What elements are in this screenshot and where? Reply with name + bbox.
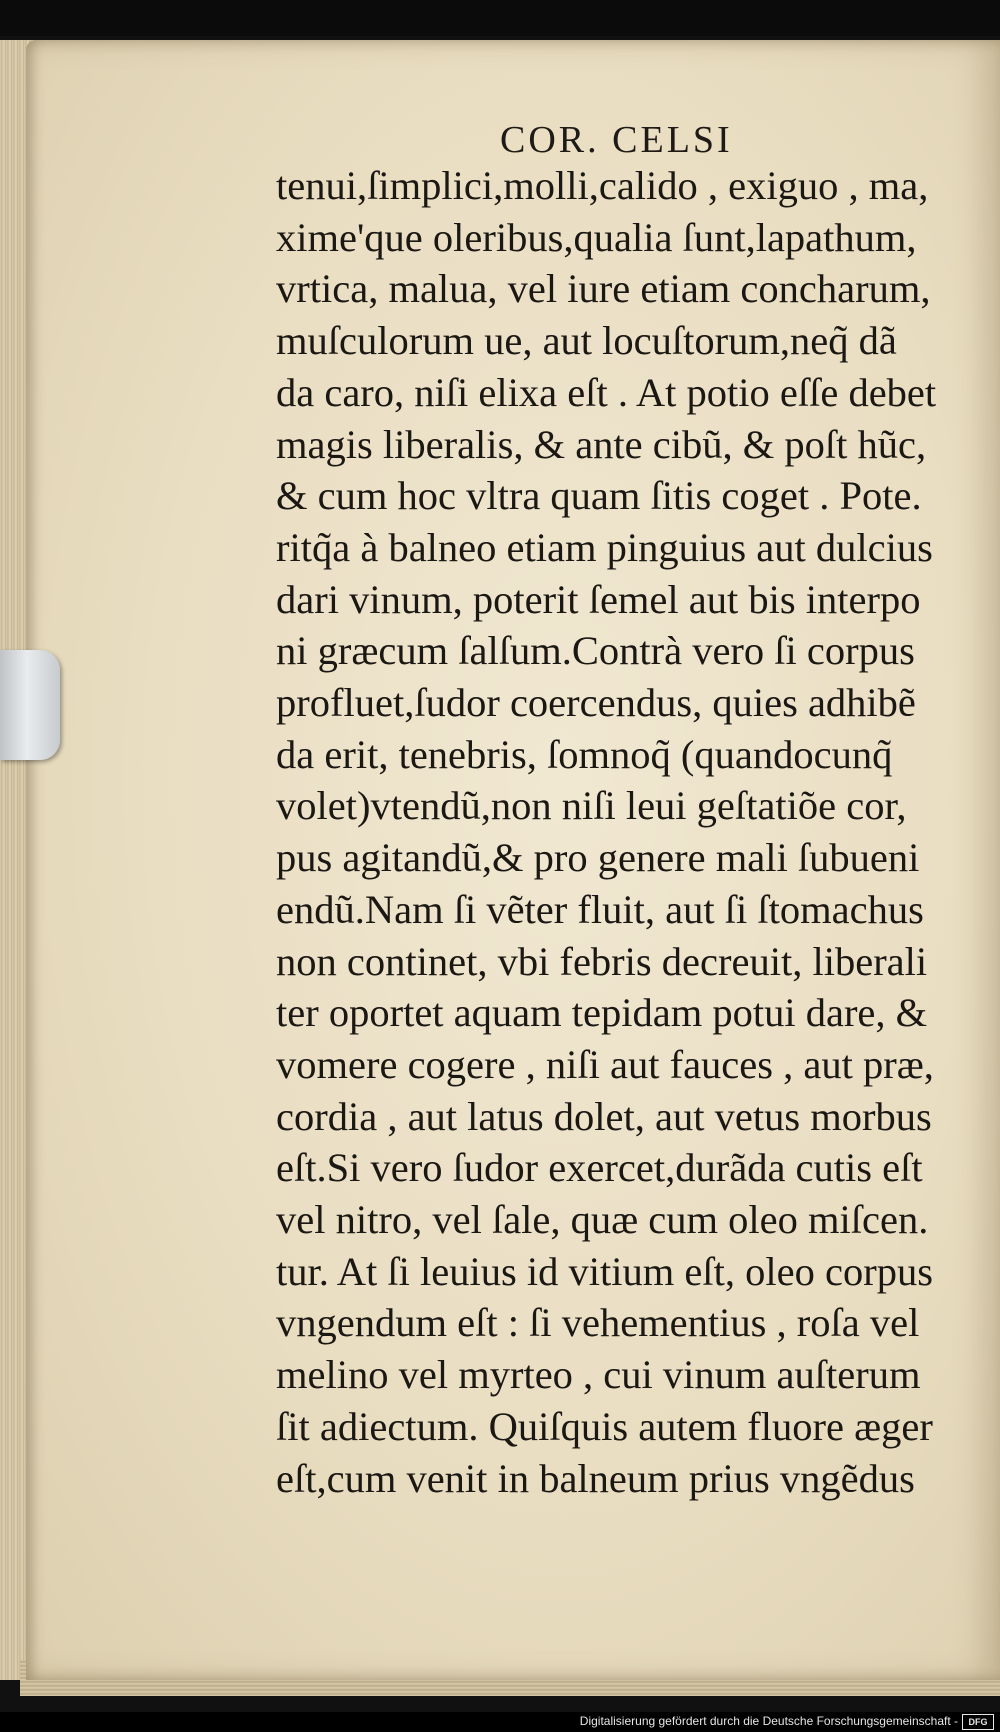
- text-line: eſt.Si vero ſudor exercet,durãda cutis eſt: [276, 1145, 923, 1191]
- text-line: dari vinum, poterit ſemel aut bis interpo: [276, 576, 921, 622]
- text-line: non continet, vbi febris decreuit, liberali: [276, 938, 928, 984]
- text-line: muſculorum ue, aut locuſtorum,neq̃ dã: [276, 318, 897, 364]
- text-line: magis liberalis, & ante cibũ, & poſt hũc,: [276, 421, 927, 467]
- text-line: melino vel myrteo , cui vinum auſterum: [276, 1352, 921, 1398]
- text-line: ter oportet aquam tepidam potui dare, &: [276, 990, 928, 1036]
- page-clip: [0, 650, 60, 760]
- dfg-logo: DFG: [962, 1714, 994, 1730]
- text-line: ſit adiectum. Quiſquis autem fluore æger: [276, 1403, 933, 1449]
- text-line: xime'que oleribus,qualia ſunt,lapathum,: [276, 214, 917, 260]
- text-line: profluet,ſudor coercendus, quies adhibẽ: [276, 680, 916, 726]
- text-line: vomere cogere , niſi aut fauces , aut præ,: [276, 1041, 934, 1087]
- running-head: COR. CELSI: [500, 119, 733, 161]
- text-line: vrtica, malua, vel iure etiam concharum,: [276, 266, 931, 312]
- text-line: & cum hoc vltra quam ſitis coget . Pote.: [276, 473, 922, 519]
- text-line: tenui,ſimplici,molli,calido , exiguo , ma,: [276, 163, 929, 208]
- text-line: vel nitro, vel ſale, quæ cum oleo miſcen.: [276, 1197, 929, 1243]
- text-line: cordia , aut latus dolet, aut vetus morbus: [276, 1093, 932, 1139]
- text-line: da caro, niſi elixa eſt . At potio eſſe debet: [276, 369, 937, 415]
- text-line: tur. At ſi leuius id vitium eſt, oleo corpus: [276, 1248, 933, 1294]
- text-line: da erit, tenebris, ſomnoq̃ (quandocunq̃: [276, 731, 893, 777]
- text-line: ni græcum ſalſum.Contrà vero ſi corpus: [276, 628, 915, 674]
- page-text: [276, 160, 976, 1504]
- text-line: ritq̃a à balneo etiam pinguius aut dulcius: [276, 524, 933, 570]
- text-line: vngendum eſt : ſi vehementius , roſa vel: [276, 1300, 920, 1346]
- text-line: pus agitandũ,& pro genere mali ſubueni: [276, 835, 920, 881]
- text-line: eſt,cum venit in balneum prius vngẽdus: [276, 1455, 915, 1501]
- text-line: endũ.Nam ſi vẽter fluit, aut ſi ſtomachus: [276, 886, 924, 932]
- digitization-credit: Digitalisierung gefördert durch die Deutsche Forschungsgemeinschaft -: [579, 1714, 958, 1728]
- text-line: volet)vtendũ,non niſi leui geſtatiõe cor,: [276, 783, 907, 829]
